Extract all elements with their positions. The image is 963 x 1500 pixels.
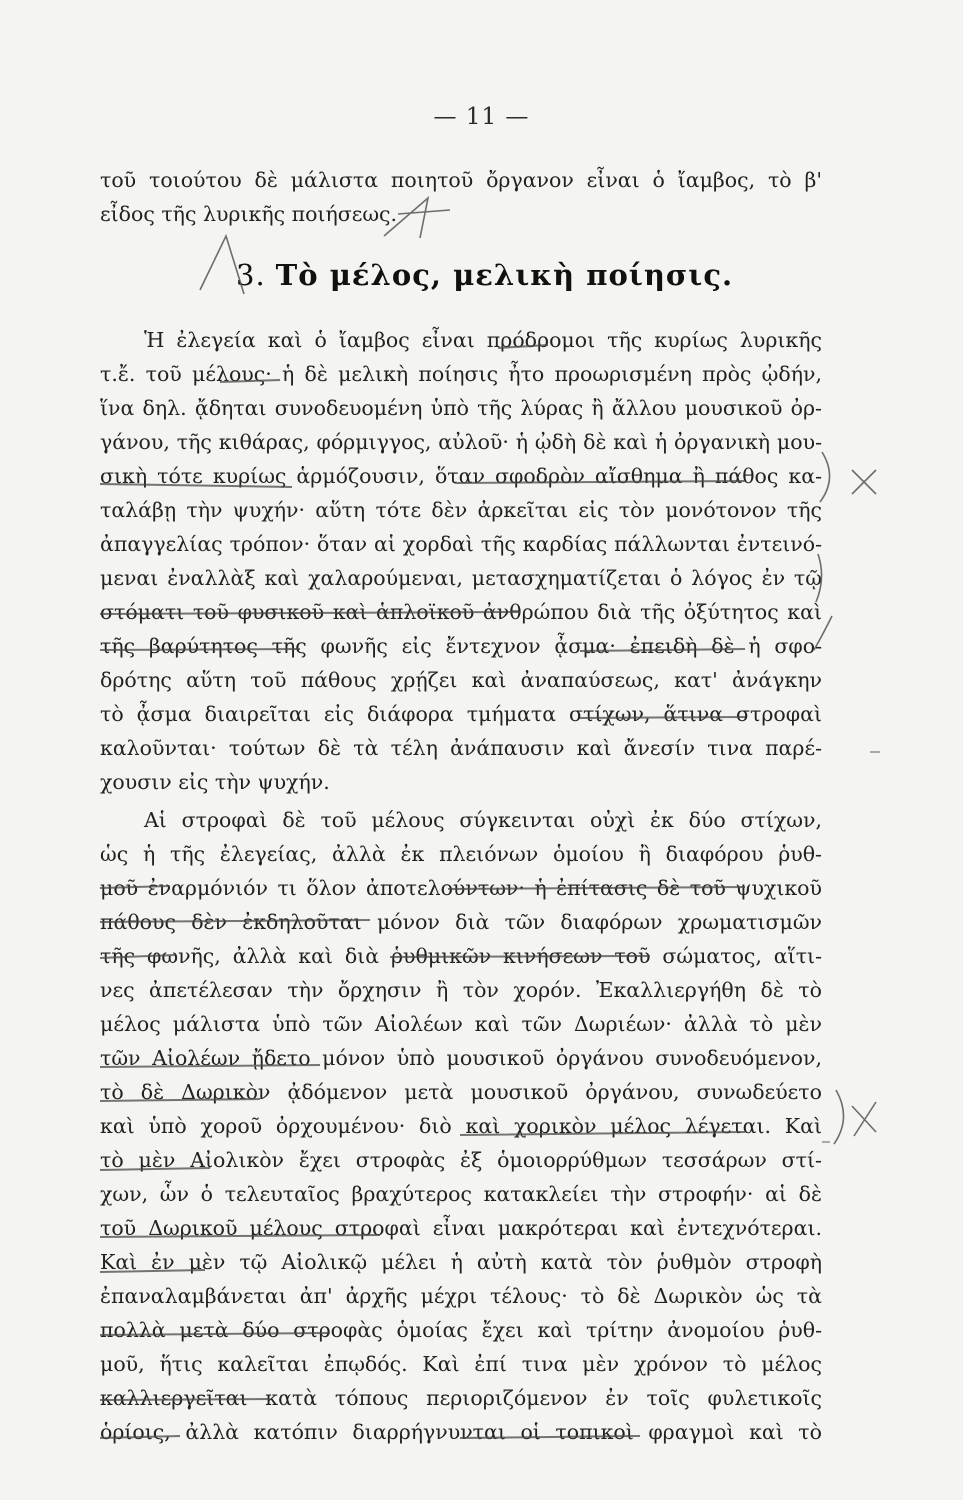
pencil-ticks [822,752,880,1142]
text-line: ὁρίοις, ἀλλὰ κατόπιν διαρρήγνυνται οἱ τοπικοὶ φραγμοὶ καὶ τὸ [100,1420,822,1444]
text-line: ὡς ἡ τῆς ἐλεγείας, ἀλλὰ ἐκ πλειόνων ὁμοίου ἢ διαφόρου ῥυθ- [100,842,822,866]
text-line: Καὶ ἐν μὲν τῷ Αἰολικῷ μέλει ἡ αὐτὴ κατὰ τὸν ῥυθμὸν στροφὴ [100,1250,822,1274]
text-line: ἀπαγγελίας τρόπον· ὅταν αἱ χορδαὶ τῆς καρδίας πάλλωνται ἐντεινό- [100,532,822,556]
text-line: σικὴ τότε κυρίως ἁρμόζουσιν, ὅταν σφοδρὸν αἴσθημα ἢ πάθος κα- [100,464,822,488]
text-line: τὸ μὲν Αἰολικὸν ἔχει στροφὰς ἐξ ὁμοιορρύθμων τεσσάρων στί- [100,1148,822,1172]
text-line: πολλὰ μετὰ δύο στροφὰς ὁμοίας ἔχει καὶ τρίτην ἀνομοίου ῥυθ- [100,1318,822,1342]
text-line: τῆς βαρύτητος τῆς φωνῆς εἰς ἔντεχνον ᾆσμα· ἐπειδὴ δὲ ἡ σφο- [100,634,822,658]
text-line: τοῦ Δωρικοῦ μέλους στροφαὶ εἶναι μακρότεραι καὶ ἐντεχνότεραι. [100,1216,822,1240]
text-line: δρότης αὕτη τοῦ πάθους χρῄζει καὶ ἀναπαύσεως, κατ' ἀνάγκην [100,668,822,692]
text-line: μεναι ἐναλλὰξ καὶ χαλαρούμεναι, μετασχηματίζεται ὁ λόγος ἐν τῷ [100,566,822,590]
text-line: τ.ἔ. τοῦ μέλους· ἡ δὲ μελικὴ ποίησις ἦτο προωρισμένη πρὸς ᾠδήν, [100,362,822,386]
section-title-text: Τὸ μέλος, μελικὴ ποίησις. [275,258,734,292]
text-line: πάθους δὲν ἐκδηλοῦται μόνον διὰ τῶν διαφόρων χρωματισμῶν [100,910,822,934]
text-line: γάνου, τῆς κιθάρας, φόρμιγγος, αὐλοῦ· ἡ ᾠδὴ δὲ καὶ ἡ ὀργανικὴ μου- [100,430,822,454]
section-number: 3. [236,258,266,292]
text-line: μοῦ ἐναρμόνιόν τι ὅλον ἀποτελούντων· ἡ ἐπίτασις δὲ τοῦ ψυχικοῦ [100,876,822,900]
pencil-x-mark-upper [820,452,876,502]
text-line: ταλάβῃ τὴν ψυχήν· αὕτη τότε δὲν ἀρκεῖται εἰς τὸν μονότονον τῆς [100,498,822,522]
text-line: καλοῦνται· τούτων δὲ τὰ τέλη ἀνάπαυσιν καὶ ἄνεσίν τινα παρέ- [100,736,822,760]
text-line: τῶν Αἰολέων ᾔδετο μόνον ὑπὸ μουσικοῦ ὀργάνου συνοδευόμενον, [100,1046,822,1070]
text-line: τῆς φωνῆς, ἀλλὰ καὶ διὰ ῥυθμικῶν κινήσεων τοῦ σώματος, αἵτι- [100,944,822,968]
text-line: μέλος μάλιστα ὑπὸ τῶν Αἰολέων καὶ τῶν Δωριέων· ἀλλὰ τὸ μὲν [100,1012,822,1036]
text-line: στόματι τοῦ φυσικοῦ καὶ ἁπλοϊκοῦ ἀνθρώπου διὰ τῆς ὀξύτητος καὶ [100,600,822,624]
text-line: χουσιν εἰς τὴν ψυχήν. [100,770,330,794]
text-line: ἐπαναλαμβάνεται ἀπ' ἀρχῆς μέχρι τέλους· τὸ δὲ Δωρικὸν ὡς τὰ [100,1284,822,1308]
text-line: καλλιεργεῖται κατὰ τόπους περιοριζόμενον ἐν τοῖς φυλετικοῖς [100,1386,822,1410]
text-line: μοῦ, ἥτις καλεῖται ἐπῳδός. Καὶ ἐπί τινα μὲν χρόνον τὸ μέλος [100,1352,822,1376]
text-line: τὸ ᾆσμα διαιρεῖται εἰς διάφορα τμήματα στίχων, ἅτινα στροφαὶ [100,702,822,726]
pencil-x-mark-lower [834,1090,876,1144]
text-line: Ἡ ἐλεγεία καὶ ὁ ἴαμβος εἶναι πρόδρομοι τῆς κυρίως λυρικῆς [144,328,822,352]
text-line: τὸ δὲ Δωρικὸν ᾀδόμενον μετὰ μουσικοῦ ὀργάνου, συνωδεύετο [100,1080,822,1104]
text-line: τοῦ τοιούτου δὲ μάλιστα ποιητοῦ ὄργανον εἶναι ὁ ἴαμβος, τὸ β' [100,168,822,192]
text-line: Αἱ στροφαὶ δὲ τοῦ μέλους σύγκεινται οὐχὶ ἐκ δύο στίχων, [144,808,822,832]
text-line: καὶ ὑπὸ χοροῦ ὀρχουμένου· διὸ καὶ χορικὸν μέλος λέγεται. Καὶ [100,1114,822,1138]
text-line: ἵνα δηλ. ᾄδηται συνοδευομένη ὑπὸ τῆς λύρας ἢ ἄλλου μουσικοῦ ὀρ- [100,396,822,420]
text-line: εἶδος τῆς λυρικῆς ποιήσεως. [100,202,398,226]
page-number: — 11 — [433,104,530,130]
text-line: νες ἀπετέλεσαν τὴν ὄρχησιν ἢ τὸν χορόν. Ἐκαλλιεργήθη δὲ τὸ [100,978,822,1002]
text-line: χων, ὧν ὁ τελευταῖος βραχύτερος κατακλείει τὴν στροφήν· αἱ δὲ [100,1182,822,1206]
section-title [236,258,733,292]
